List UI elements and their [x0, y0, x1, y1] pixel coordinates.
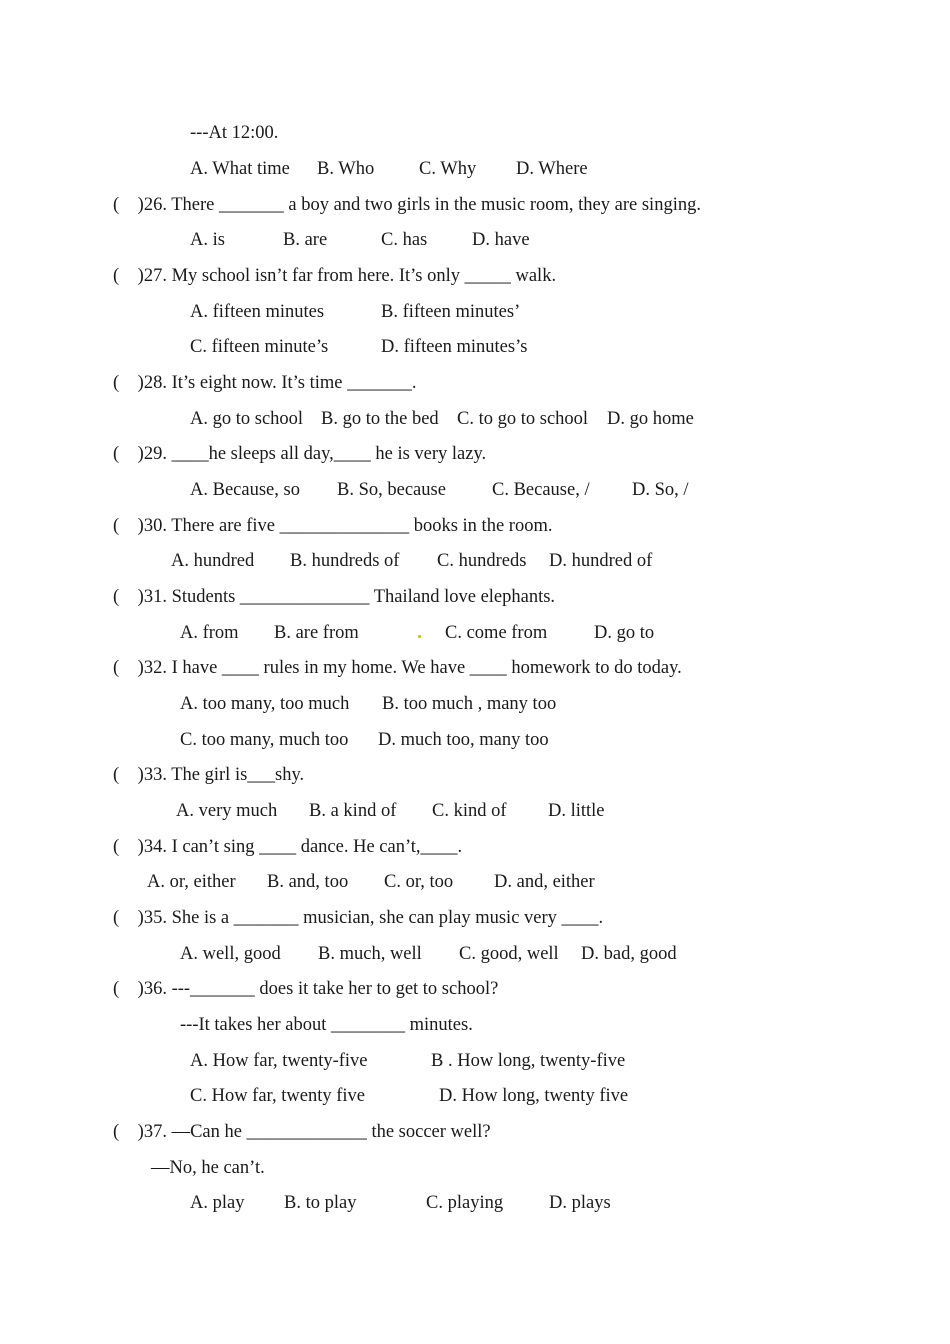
q33-option-a: A. very much	[176, 801, 278, 821]
q28-option-a: A. go to school	[190, 409, 304, 429]
q27-option-d: D. fifteen minutes’s	[381, 337, 528, 357]
q37-option-a: A. play	[190, 1193, 245, 1213]
q27-stem: ( )27. My school isn’t far from here. It’s only _____ walk.	[113, 266, 557, 286]
q34-option-d: D. and, either	[494, 872, 595, 892]
q35-option-a: A. well, good	[180, 944, 281, 964]
q28-stem: ( )28. It’s eight now. It’s time _______.	[113, 373, 417, 393]
q26-stem: ( )26. There _______ a boy and two girls in the music room, they are singing.	[113, 195, 701, 215]
q25-option-c: C. Why	[419, 159, 477, 179]
q25-option-a: A. What time	[190, 159, 290, 179]
q34-option-c: C. or, too	[384, 872, 454, 892]
q37-option-c: C. playing	[426, 1193, 504, 1213]
q33-option-c: C. kind of	[432, 801, 507, 821]
q26-option-d: D. have	[472, 230, 530, 250]
q31-stem: ( )31. Students ______________ Thailand love elephants.	[113, 587, 556, 607]
q37-stem: ( )37. ―Can he _____________ the soccer well?	[113, 1122, 491, 1142]
q35-option-c: C. good, well	[459, 944, 559, 964]
q30-option-c: C. hundreds	[437, 551, 527, 571]
q28-option-b: B. go to the bed	[321, 409, 439, 429]
q31-option-a: A. from	[180, 623, 239, 643]
q36-option-d: D. How long, twenty five	[439, 1086, 629, 1106]
q26-option-c: C. has	[381, 230, 428, 250]
q29-option-c: C. Because, /	[492, 480, 590, 500]
q30-option-a: A. hundred	[171, 551, 255, 571]
q30-option-d: D. hundred of	[549, 551, 653, 571]
q36-stem: ( )36. ---_______ does it take her to get to school?	[113, 979, 499, 999]
q27-option-c: C. fifteen minute’s	[190, 337, 329, 357]
q37-option-d: D. plays	[549, 1193, 611, 1213]
q36-option-a: A. How far, twenty-five	[190, 1051, 368, 1071]
q31-option-d: D. go to	[594, 623, 655, 643]
q33-stem: ( )33. The girl is___shy.	[113, 765, 305, 785]
q25-answer-line: ---At 12:00.	[190, 123, 279, 143]
q34-option-a: A. or, either	[147, 872, 236, 892]
q32-option-d: D. much too, many too	[378, 730, 549, 750]
q32-stem: ( )32. I have ____ rules in my home. We have ____ homework to do today.	[113, 658, 682, 678]
q31-option-c: C. come from	[445, 623, 548, 643]
q37-option-b: B. to play	[284, 1193, 357, 1213]
q35-stem: ( )35. She is a _______ musician, she can play music very ____.	[113, 908, 604, 928]
q34-stem: ( )34. I can’t sing ____ dance. He can’t,____.	[113, 837, 463, 857]
q25-option-b: B. Who	[317, 159, 375, 179]
q33-option-d: D. little	[548, 801, 605, 821]
scan-speck	[418, 635, 421, 638]
q32-option-b: B. too much , many too	[382, 694, 557, 714]
q29-option-a: A. Because, so	[190, 480, 300, 500]
q36-option-c: C. How far, twenty five	[190, 1086, 365, 1106]
q30-stem: ( )30. There are five ______________ books in the room.	[113, 516, 553, 536]
q28-option-c: C. to go to school	[457, 409, 589, 429]
q36-option-b: B . How long, twenty-five	[431, 1051, 626, 1071]
q36-answer-line: ---It takes her about ________ minutes.	[180, 1015, 473, 1035]
q29-option-d: D. So, /	[632, 480, 689, 500]
q32-option-a: A. too many, too much	[180, 694, 350, 714]
q26-option-a: A. is	[190, 230, 225, 250]
q29-stem: ( )29. ____he sleeps all day,____ he is very lazy.	[113, 444, 487, 464]
q26-option-b: B. are	[283, 230, 328, 250]
q27-option-b: B. fifteen minutes’	[381, 302, 521, 322]
q27-option-a: A. fifteen minutes	[190, 302, 325, 322]
q35-option-d: D. bad, good	[581, 944, 677, 964]
q30-option-b: B. hundreds of	[290, 551, 400, 571]
q35-option-b: B. much, well	[318, 944, 422, 964]
q31-option-b: B. are from	[274, 623, 359, 643]
q25-option-d: D. Where	[516, 159, 588, 179]
q33-option-b: B. a kind of	[309, 801, 397, 821]
q29-option-b: B. So, because	[337, 480, 446, 500]
q37-answer-line: ―No, he can’t.	[151, 1158, 265, 1178]
q34-option-b: B. and, too	[267, 872, 349, 892]
q28-option-d: D. go home	[607, 409, 694, 429]
q32-option-c: C. too many, much too	[180, 730, 349, 750]
